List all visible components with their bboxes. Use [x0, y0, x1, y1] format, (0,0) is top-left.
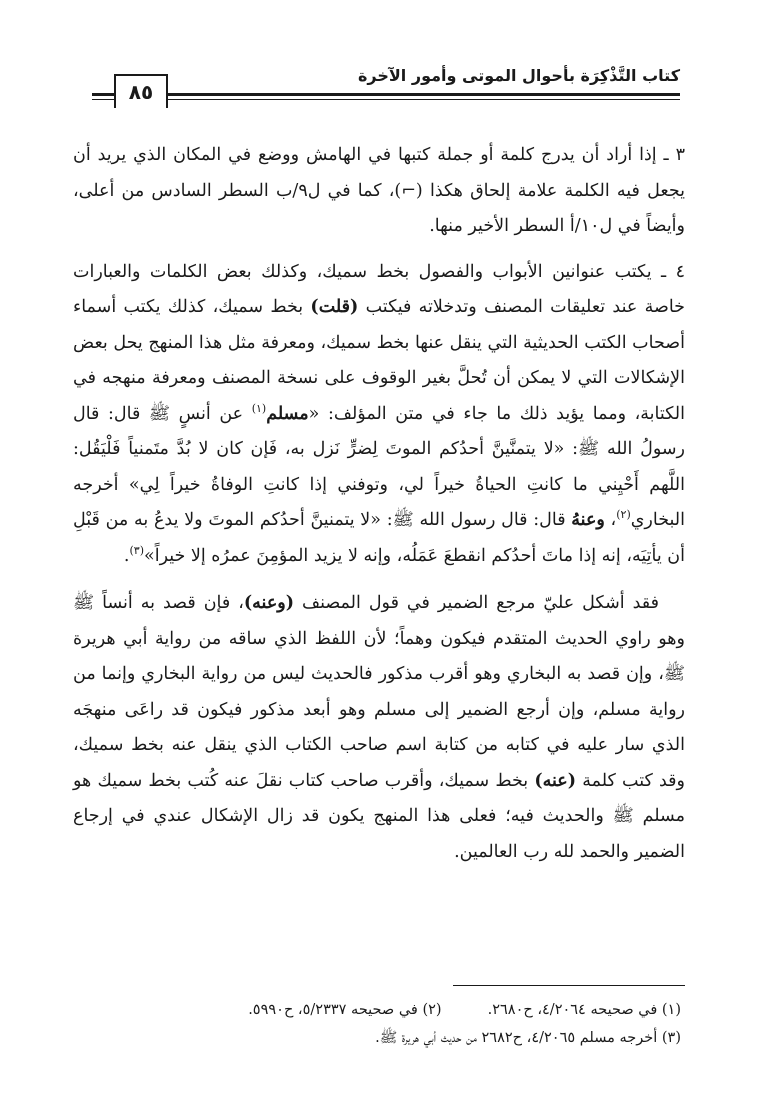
- footnote-separator: [453, 985, 685, 986]
- discussion-paragraph: فقد أشكل عليّ مرجع الضمير في قول المصنف (وعنه)، فإن قصد به أنساً ﷺ وهو راوي الحديث المتقدم فيكون وهماً؛ لأن اللفظ الذي ساقه من رواية أبي هريرة ﷺ، وإن قصد به البخاري وهو أقرب مذكور فالحديث ليس من رواية البخاري وإنما من رواية مسلم، وإن أرجع الضمير إلى مسلم وهو أبعد مذكور فيكون قد راعَى منهجَه الذي سار عليه في كتابه من كتابة اسم صاحب الكتاب الذي ينقل عنه بخط سميك، وقد كتب كلمة (عنه) بخط سميك، وأقرب صاحب كتاب نقلَ عنه كُتب بخط سميك هو مسلم ﷺ والحديث فيه؛ فعلى هذا المنهج يكون قد زال الإشكال عندي في إرجاع الضمير والحمد لله رب العالمين.: [73, 593, 685, 862]
- running-title: كتاب التَّذْكِرَة بأحوال الموتى وأمور الآخرة: [357, 66, 680, 85]
- bold-anhu-quote: (عنه): [534, 770, 577, 791]
- footnote-ref-2: (٢): [616, 508, 631, 522]
- bold-qult: (قلت): [310, 297, 359, 317]
- footnote-1: (١) في صحيحه ٤/٢٠٦٤، ح٢٦٨٠.: [487, 1002, 681, 1018]
- footnote-3: (٣) أخرجه مسلم ٤/٢٠٦٥، ح٢٦٨٢ من حديث أبي هريرة ﷺ.: [375, 1030, 681, 1046]
- footnote-ref-3: (٣): [129, 543, 144, 557]
- page-header: [92, 62, 680, 106]
- bold-wanhu-quote: (وعنه): [243, 593, 294, 613]
- main-text: [73, 138, 685, 880]
- footnote-row-2: [73, 1024, 681, 1052]
- list-item-3: ٣ ـ إذا أراد أن يدرج كلمة أو جملة كتبها في الهامش ووضع في المكان الذي يريد أن يجعل فيه الكلمة علامة إلحاق هكذا (⌐)، كما في ل٩/ب السطر السادس من أعلى، وأيضاً في ل١٠/أ السطر الأخير منها.: [73, 145, 685, 236]
- bold-muslim: مسلم: [266, 403, 309, 424]
- footnotes: [73, 996, 681, 1052]
- header-rule-thick: [92, 93, 680, 96]
- footnote-2: (٢) في صحيحه ٥/٢٣٣٧، ح٥٩٩٠.: [248, 1002, 442, 1018]
- footnote-row-1: [73, 996, 681, 1024]
- list-item-4: ٤ ـ يكتب عنوانين الأبواب والفصول بخط سميك، وكذلك بعض الكلمات والعبارات خاصة عند تعليقات المصنف وتدخلاته فيكتب (قلت) بخط سميك، كذلك يكتب أسماء أصحاب الكتب الحديثية التي ينقل عنها بخط سميك، ومعرفة مثل هذا المنهج يحل بعض الإشكالات التي لا يمكن أن تُحلَّ بغير الوقوف على نسخة المصنف ومعرفة منهجه في الكتابة، ومما يؤيد ذلك ما جاء في متن المؤلف: «مسلم$^{(١)}$ عن أنسٍ ﷺ قال: قال رسولُ الله ﷺ: «لا يتمنَّينَّ أحدُكم الموتَ لِضرٍّ نَزل به، فَإن كان لا بُدَّ متَمنياً فَلْيَقُل: اللَّهم أَحْيِني ما كانتِ الحياةُ خيراً لي، وتوفني إذا كانتِ الوفاةُ خيراً لِي» أخرجه البخاري$^{(٢)}$، وعنهُ قال: قال رسول الله ﷺ: «لا يتمنينَّ أحدُكم الموتَ ولا يدعُ به من قَبْلِ أن يأتِيَه، إنه إذا ماتَ أحدُكم انقطعَ عَمَلُه، وإنه لا يزيد المؤمِنَ عمرُه إلا خيراً»$^{(٣)}$.: [73, 261, 686, 566]
- page-number: ٨٥: [114, 74, 168, 108]
- header-rule-thin: [92, 99, 680, 100]
- bold-wanhu: وعنهُ: [571, 510, 605, 530]
- footnote-ref-1: (١): [251, 401, 267, 415]
